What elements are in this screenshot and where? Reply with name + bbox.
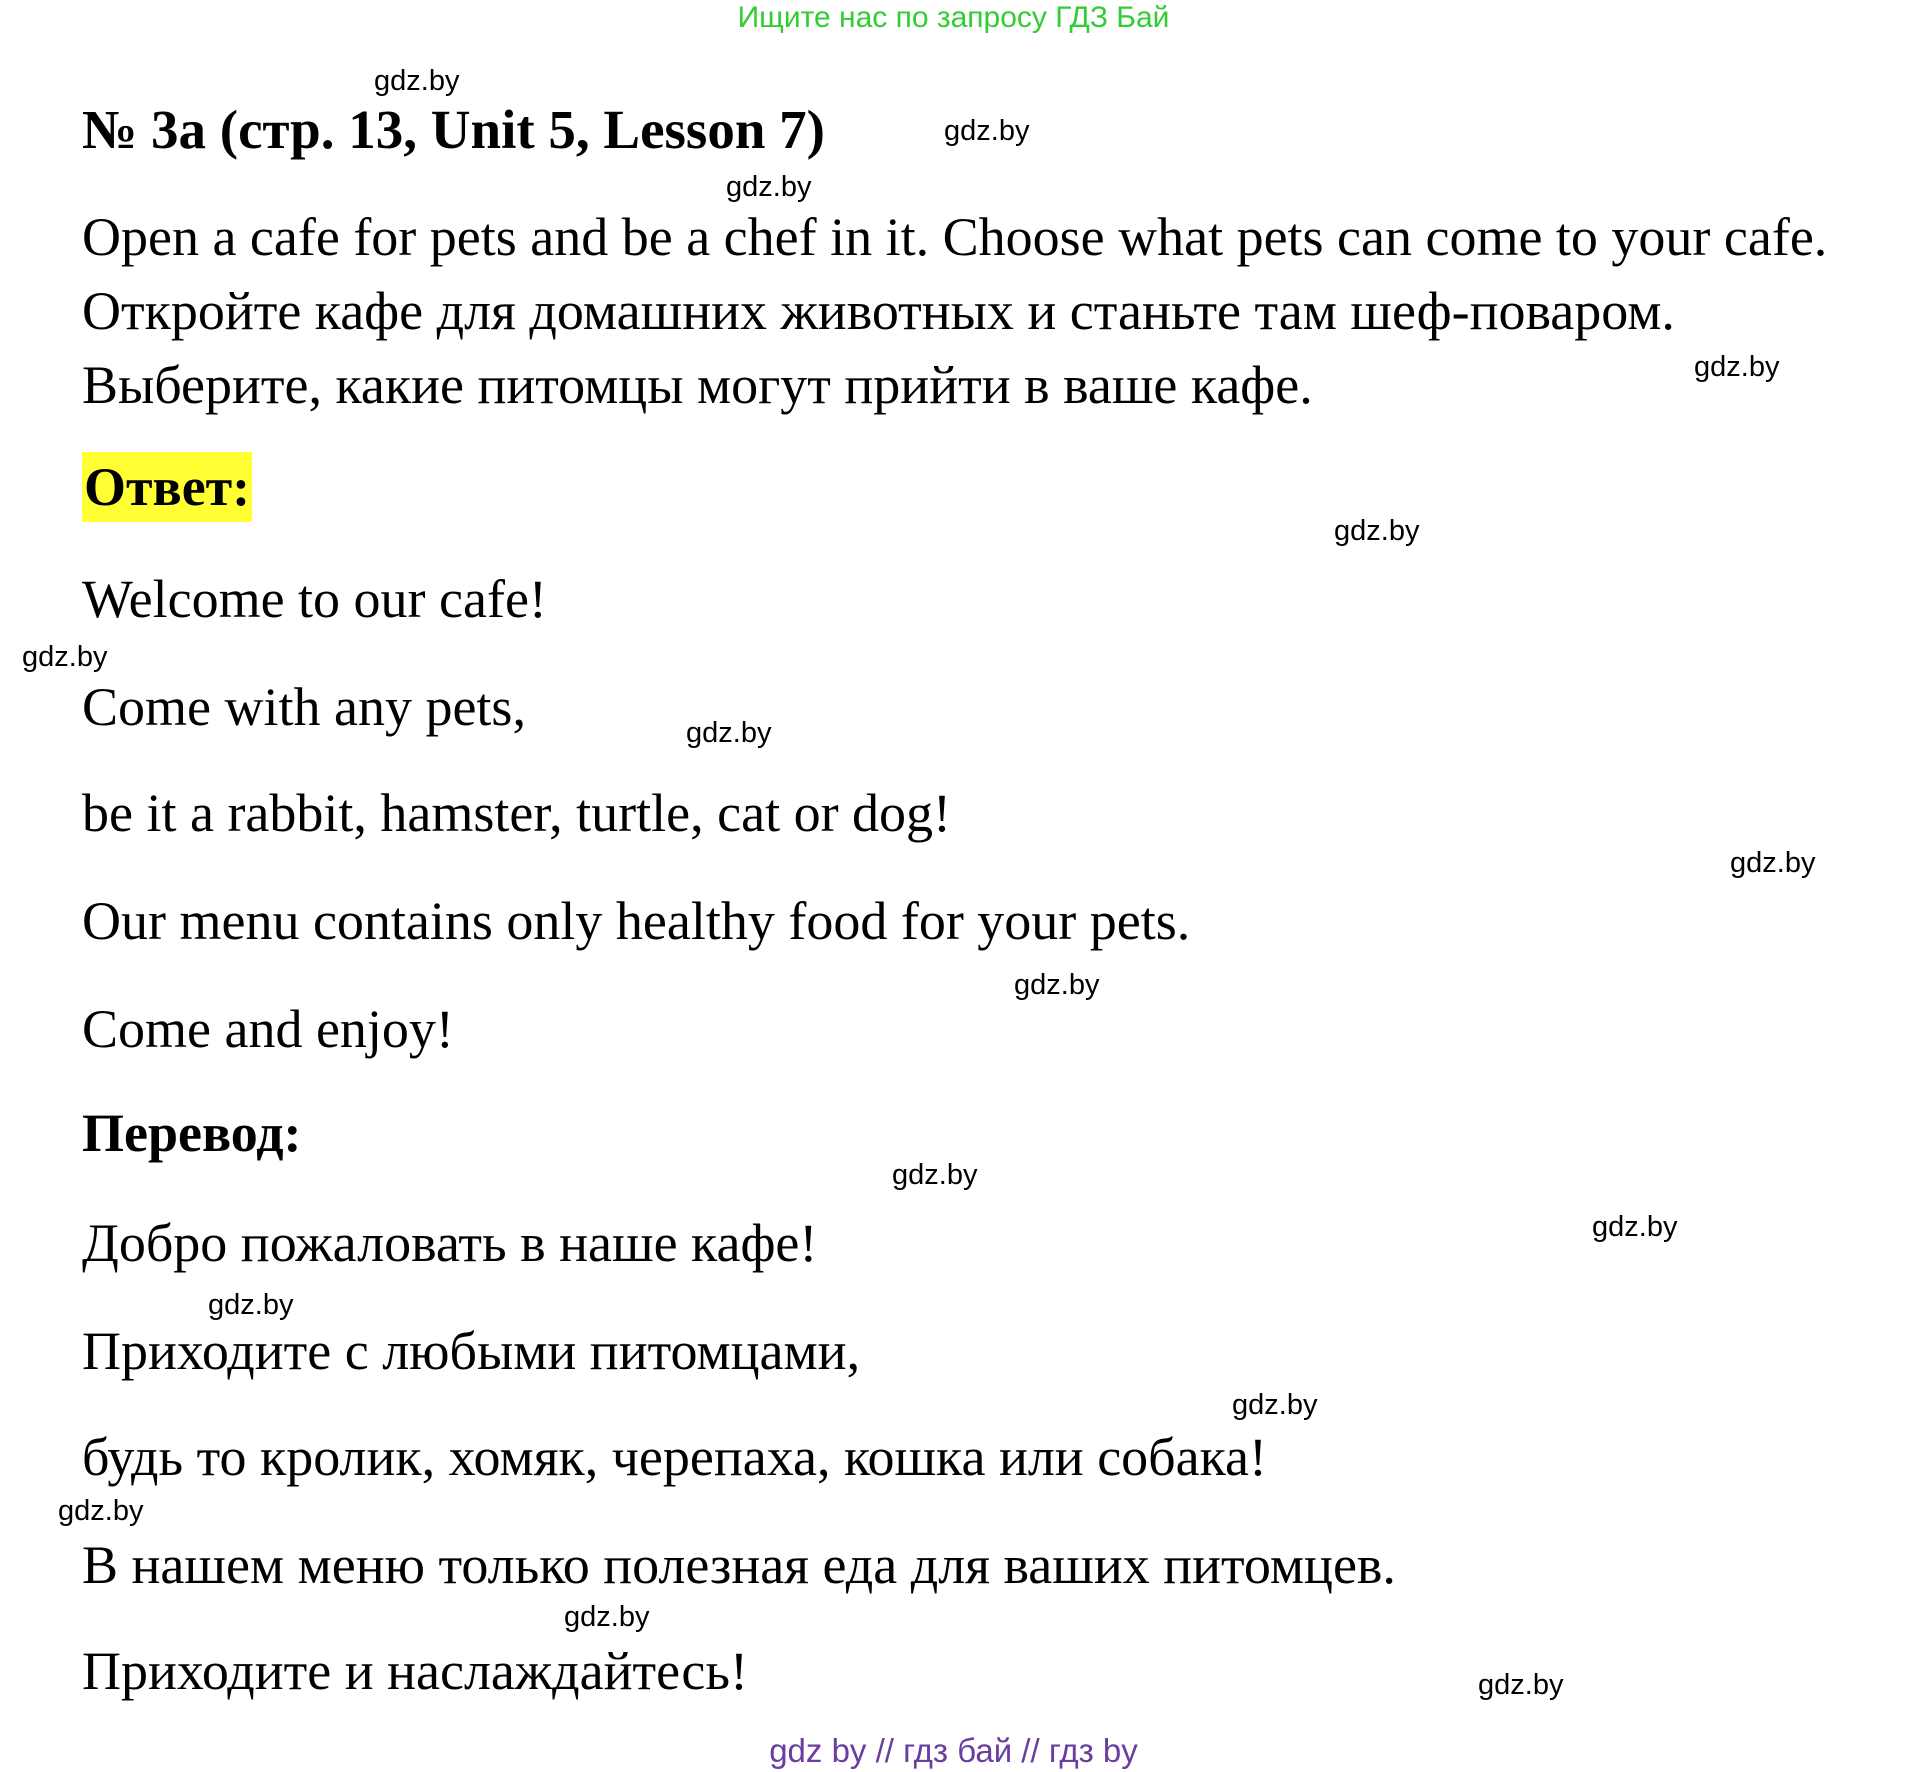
answer-line: Welcome to our cafe!: [82, 569, 547, 629]
watermark: gdz.by: [1592, 1211, 1678, 1243]
watermark: gdz.by: [1014, 969, 1100, 1001]
watermark: gdz.by: [1730, 847, 1816, 879]
answer-line: Come and enjoy!: [82, 999, 454, 1059]
watermark: gdz.by: [726, 171, 812, 203]
watermark: gdz.by: [1478, 1669, 1564, 1701]
watermark: gdz.by: [1232, 1389, 1318, 1421]
watermark: gdz.by: [22, 641, 108, 673]
translation-line: Добро пожаловать в наше кафе!: [82, 1213, 818, 1273]
watermark: gdz.by: [1694, 351, 1780, 383]
watermark: gdz.by: [686, 717, 772, 749]
watermark: gdz.by: [944, 115, 1030, 147]
translation-line: Приходите с любыми питомцами,: [82, 1321, 861, 1381]
watermark: gdz.by: [892, 1159, 978, 1191]
answer-line: Our menu contains only healthy food for your pets.: [82, 891, 1191, 951]
watermark: gdz.by: [564, 1601, 650, 1633]
translation-label: Перевод:: [82, 1103, 302, 1163]
translation-line: будь то кролик, хомяк, черепаха, кошка или собака!: [82, 1427, 1267, 1487]
translation-line: Приходите и наслаждайтесь!: [82, 1641, 749, 1701]
answer-line: Come with any pets,: [82, 677, 526, 737]
footer-watermark: gdz by // гдз бай // гдз by: [769, 1732, 1138, 1769]
watermark: gdz.by: [208, 1289, 294, 1321]
answer-label: Ответ:: [82, 452, 252, 522]
top-banner: Ищите нас по запросу ГДЗ Бай: [737, 1, 1170, 34]
task-text: Open a cafe for pets and be a chef in it. Choose what pets can come to your cafe. Откройте кафе для домашних животных и станьте там шеф-поваром. Выберите, какие питомцы могут прийти в ваше кафе.: [82, 207, 1828, 415]
watermark: gdz.by: [1334, 515, 1420, 547]
exercise-heading: № 3а (стр. 13, Unit 5, Lesson 7): [82, 99, 825, 160]
translation-line: В нашем меню только полезная еда для ваших питомцев.: [82, 1535, 1396, 1595]
answer-line: be it a rabbit, hamster, turtle, cat or dog!: [82, 783, 952, 843]
watermark: gdz.by: [374, 65, 460, 97]
watermark: gdz.by: [58, 1495, 144, 1527]
